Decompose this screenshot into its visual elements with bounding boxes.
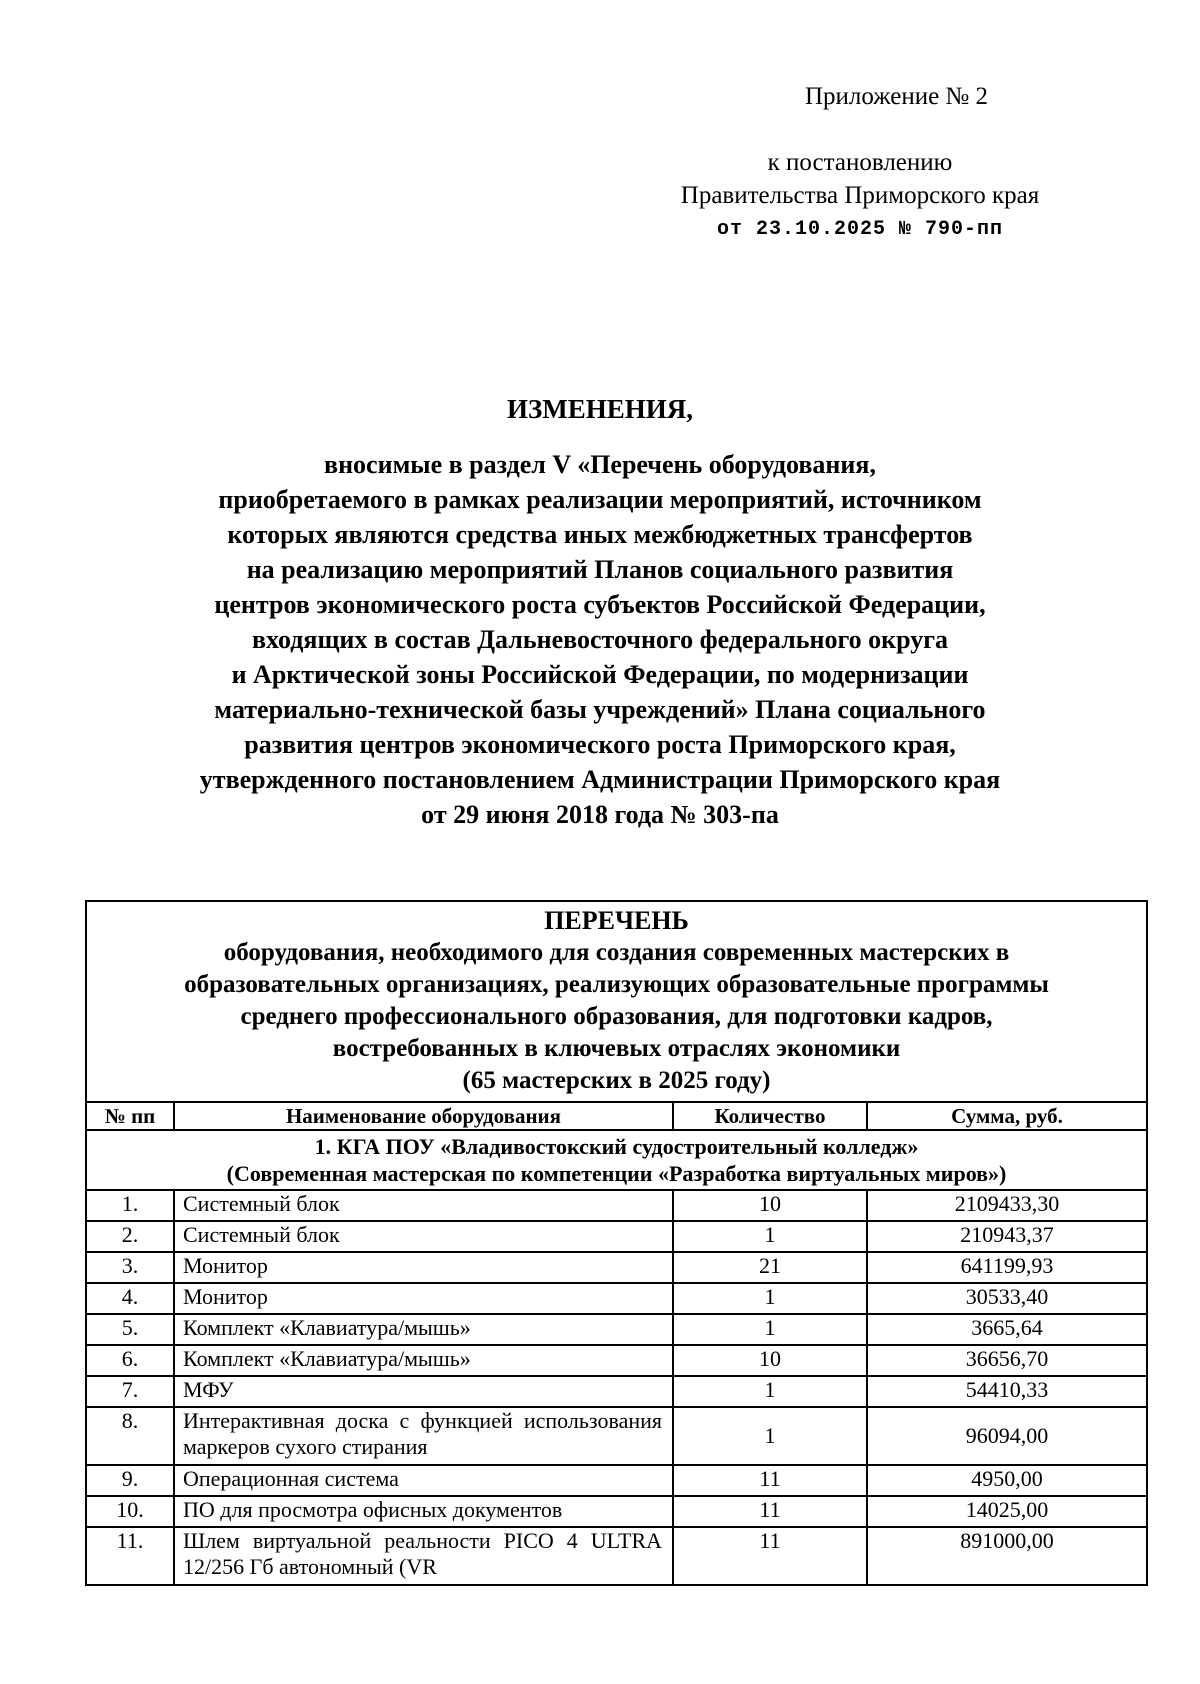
subtitle-line: утвержденного постановлением Администрации Приморского края	[199, 765, 1001, 794]
subtitle-line: материально-технической базы учреждений» Плана социального	[214, 695, 986, 724]
cell-name: Монитор	[174, 1252, 673, 1283]
resolution-date-number: от 23.10.2025 № 790-пп	[716, 218, 1004, 241]
column-header-name: Наименование оборудования	[174, 1102, 673, 1130]
table-row	[86, 1283, 1147, 1314]
table-row	[86, 1527, 1147, 1585]
subtitle-line: центров экономического роста субъектов Российской Федерации,	[214, 590, 986, 619]
cell-sum: 14025,00	[867, 1496, 1147, 1527]
cell-number: 8.	[86, 1407, 174, 1465]
table-row	[86, 1252, 1147, 1283]
cell-sum: 2109433,30	[867, 1190, 1147, 1221]
cell-name: Операционная система	[174, 1465, 673, 1496]
table-row	[86, 1190, 1147, 1221]
section-line: (Современная мастерская по компетенции «Разработка виртуальных миров»)	[226, 1161, 1007, 1186]
cell-name: Комплект «Клавиатура/мышь»	[174, 1314, 673, 1345]
cell-number: 2.	[86, 1221, 174, 1252]
cell-quantity: 10	[673, 1345, 867, 1376]
column-header-row	[86, 1102, 1147, 1130]
table-row	[86, 1221, 1147, 1252]
table-row	[86, 1407, 1147, 1465]
document-title: ИЗМЕНЕНИЯ,	[506, 394, 693, 424]
section-line: 1. КГА ПОУ «Владивостокский судостроительный колледж»	[314, 1134, 919, 1159]
cell-number: 10.	[86, 1496, 174, 1527]
table-heading-line: (65 мастерских в 2025 году)	[462, 1067, 771, 1094]
cell-sum: 210943,37	[867, 1221, 1147, 1252]
cell-sum: 36656,70	[867, 1345, 1147, 1376]
resolution-reference	[600, 146, 1120, 246]
table-row	[86, 1314, 1147, 1345]
cell-sum: 891000,00	[867, 1527, 1147, 1585]
to-resolution-text: к постановлению	[767, 149, 953, 176]
subtitle-line: и Арктической зоны Российской Федерации, по модернизации	[231, 660, 969, 689]
document-subtitle	[120, 447, 1080, 832]
table-heading	[86, 901, 1147, 1102]
cell-name: Комплект «Клавиатура/мышь»	[174, 1345, 673, 1376]
cell-sum: 3665,64	[867, 1314, 1147, 1345]
table-heading-line: образовательных организациях, реализующих образовательные программы	[184, 971, 1049, 998]
subtitle-line: вносимые в раздел V «Перечень оборудования,	[324, 450, 876, 479]
cell-quantity: 21	[673, 1252, 867, 1283]
cell-name: Системный блок	[174, 1221, 673, 1252]
government-text: Правительства Приморского края	[680, 182, 1040, 209]
subtitle-line: развития центров экономического роста Приморского края,	[244, 730, 956, 759]
table-heading-line: востребованных в ключевых отраслях экономики	[332, 1035, 901, 1062]
section-title	[86, 1130, 1147, 1190]
table-row	[86, 1376, 1147, 1407]
equipment-table	[85, 900, 1148, 1586]
cell-number: 1.	[86, 1190, 174, 1221]
cell-name: Интерактивная доска с функцией использования маркеров сухого стирания	[174, 1407, 673, 1465]
cell-number: 7.	[86, 1376, 174, 1407]
cell-number: 11.	[86, 1527, 174, 1585]
appendix-label: Приложение № 2	[805, 83, 989, 110]
table-heading-line: оборудования, необходимого для создания современных мастерских в	[223, 939, 1010, 966]
cell-sum: 54410,33	[867, 1376, 1147, 1407]
cell-quantity: 11	[673, 1496, 867, 1527]
column-header-quantity: Количество	[673, 1102, 867, 1130]
subtitle-line: приобретаемого в рамках реализации мероприятий, источником	[218, 485, 982, 514]
cell-number: 3.	[86, 1252, 174, 1283]
subtitle-line: от 29 июня 2018 года № 303-па	[421, 800, 779, 829]
table-heading-line: среднего профессионального образования, для подготовки кадров,	[240, 1003, 993, 1030]
cell-sum: 4950,00	[867, 1465, 1147, 1496]
table-row	[86, 1465, 1147, 1496]
cell-quantity: 11	[673, 1527, 867, 1585]
cell-sum: 30533,40	[867, 1283, 1147, 1314]
cell-quantity: 10	[673, 1190, 867, 1221]
column-header-number: № пп	[86, 1102, 174, 1130]
cell-sum: 641199,93	[867, 1252, 1147, 1283]
cell-quantity: 11	[673, 1465, 867, 1496]
cell-name: Системный блок	[174, 1190, 673, 1221]
cell-name: МФУ	[174, 1376, 673, 1407]
cell-number: 6.	[86, 1345, 174, 1376]
subtitle-line: которых являются средства иных межбюджетных трансфертов	[227, 520, 973, 549]
table-heading-title: ПЕРЕЧЕНЬ	[544, 906, 689, 935]
cell-number: 5.	[86, 1314, 174, 1345]
cell-quantity: 1	[673, 1221, 867, 1252]
column-header-sum: Сумма, руб.	[867, 1102, 1147, 1130]
table-row	[86, 1496, 1147, 1527]
subtitle-line: на реализацию мероприятий Планов социального развития	[246, 555, 954, 584]
cell-sum: 96094,00	[867, 1407, 1147, 1465]
subtitle-line: входящих в состав Дальневосточного федерального округа	[251, 625, 949, 654]
cell-quantity: 1	[673, 1283, 867, 1314]
cell-quantity: 1	[673, 1407, 867, 1465]
cell-name: ПО для просмотра офисных документов	[174, 1496, 673, 1527]
section-row	[86, 1130, 1147, 1190]
table-row	[86, 1345, 1147, 1376]
cell-quantity: 1	[673, 1376, 867, 1407]
cell-name: Монитор	[174, 1283, 673, 1314]
cell-quantity: 1	[673, 1314, 867, 1345]
cell-number: 9.	[86, 1465, 174, 1496]
cell-name: Шлем виртуальной реальности PICO 4 ULTRA 12/256 Гб автономный (VR	[174, 1527, 673, 1585]
cell-number: 4.	[86, 1283, 174, 1314]
